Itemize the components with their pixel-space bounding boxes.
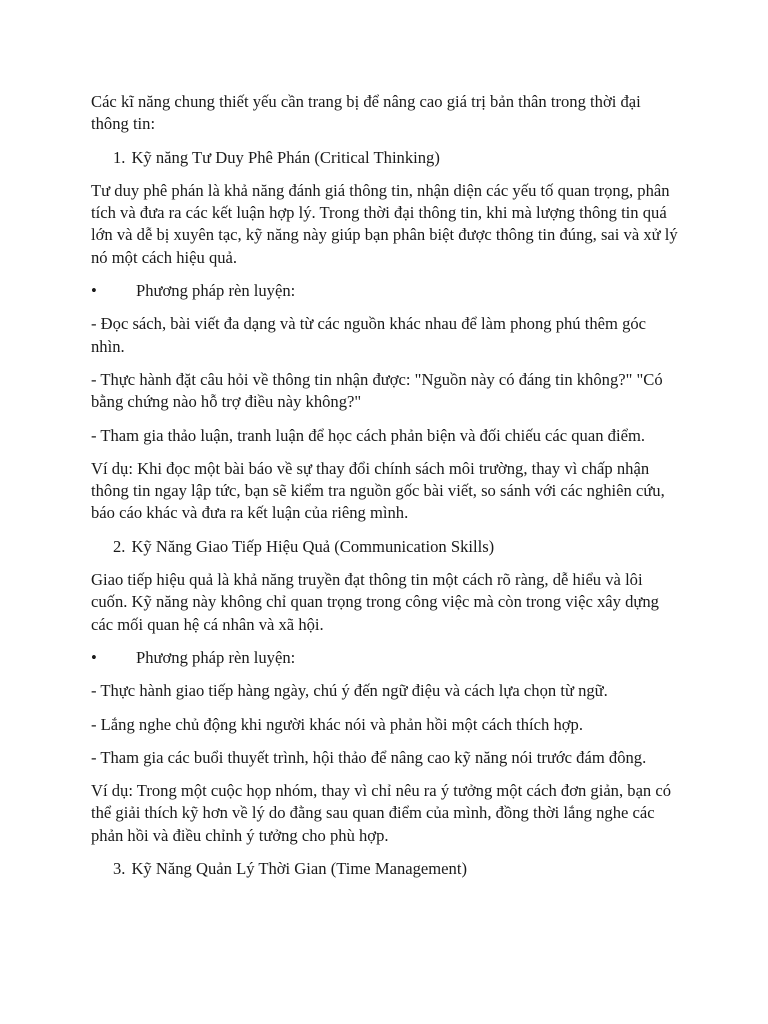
section-3-number: 3. bbox=[113, 859, 126, 879]
section-2-heading bbox=[91, 536, 679, 558]
bullet-icon: • bbox=[91, 647, 97, 667]
section-2-method-2: - Lắng nghe chủ động khi người khác nói và phản hồi một cách thích hợp. bbox=[91, 714, 583, 734]
section-1-method-label: Phương pháp rèn luyện: bbox=[136, 281, 296, 301]
section-2-method-bullet bbox=[91, 647, 679, 669]
section-2-method-1: - Thực hành giao tiếp hàng ngày, chú ý đến ngữ điệu và cách lựa chọn từ ngữ. bbox=[91, 681, 608, 701]
section-2-number: 2. bbox=[113, 536, 126, 556]
section-1-method-2: - Thực hành đặt câu hỏi về thông tin nhận được: "Nguồn này có đáng tin không?" "Có bằng chứng nào hỗ trợ điều này không?" bbox=[91, 369, 663, 412]
document-page bbox=[91, 91, 679, 891]
section-1-example: Ví dụ: Khi đọc một bài báo về sự thay đổi chính sách môi trường, thay vì chấp nhận thông tin ngay lập tức, bạn sẽ kiểm tra nguồn gốc bài viết, so sánh với các nghiên cứu, báo cáo khác và đưa ra kết luận của riêng mình. bbox=[91, 458, 665, 523]
section-3-title: Kỹ Năng Quản Lý Thời Gian (Time Management) bbox=[131, 859, 467, 879]
section-2-method-label: Phương pháp rèn luyện: bbox=[136, 647, 296, 667]
section-1-title: Kỹ năng Tư Duy Phê Phán (Critical Thinking) bbox=[131, 147, 440, 167]
section-2-method-3: - Tham gia các buổi thuyết trình, hội thảo để nâng cao kỹ năng nói trước đám đông. bbox=[91, 747, 647, 767]
section-1-number: 1. bbox=[113, 147, 126, 167]
section-1-method-bullet bbox=[91, 280, 679, 302]
section-1-method-1: - Đọc sách, bài viết đa dạng và từ các nguồn khác nhau để làm phong phú thêm góc nhìn. bbox=[91, 314, 647, 356]
section-2-title: Kỹ Năng Giao Tiếp Hiệu Quả (Communication Skills) bbox=[131, 536, 495, 556]
section-1-method-3: - Tham gia thảo luận, tranh luận để học cách phản biện và đối chiếu các quan điểm. bbox=[91, 425, 645, 445]
bullet-icon: • bbox=[91, 281, 97, 301]
section-1-description: Tư duy phê phán là khả năng đánh giá thông tin, nhận diện các yếu tố quan trọng, phân tích và đưa ra các kết luận hợp lý. Trong thời đại thông tin, khi mà lượng thông tin quá lớn và dễ bị xuyên tạc, kỹ năng này giúp bạn phân biệt được thông tin đúng, sai và xử lý nó một cách hiệu quả. bbox=[91, 180, 678, 267]
section-3-heading bbox=[91, 858, 679, 880]
section-1-heading bbox=[91, 147, 679, 169]
intro-paragraph: Các kĩ năng chung thiết yếu cần trang bị để nâng cao giá trị bản thân trong thời đại thông tin: bbox=[91, 92, 641, 134]
section-2-description: Giao tiếp hiệu quả là khả năng truyền đạt thông tin một cách rõ ràng, dễ hiểu và lôi cuốn. Kỹ năng này không chỉ quan trọng trong công việc mà còn trong việc xây dựng các mối quan hệ cá nhân và xã hội. bbox=[91, 570, 659, 634]
section-2-example: Ví dụ: Trong một cuộc họp nhóm, thay vì chỉ nêu ra ý tưởng một cách đơn giản, bạn có thể giải thích kỹ hơn về lý do đằng sau quan điểm của mình, đồng thời lắng nghe các phản hồi và điều chỉnh ý tưởng cho phù hợp. bbox=[91, 781, 672, 845]
